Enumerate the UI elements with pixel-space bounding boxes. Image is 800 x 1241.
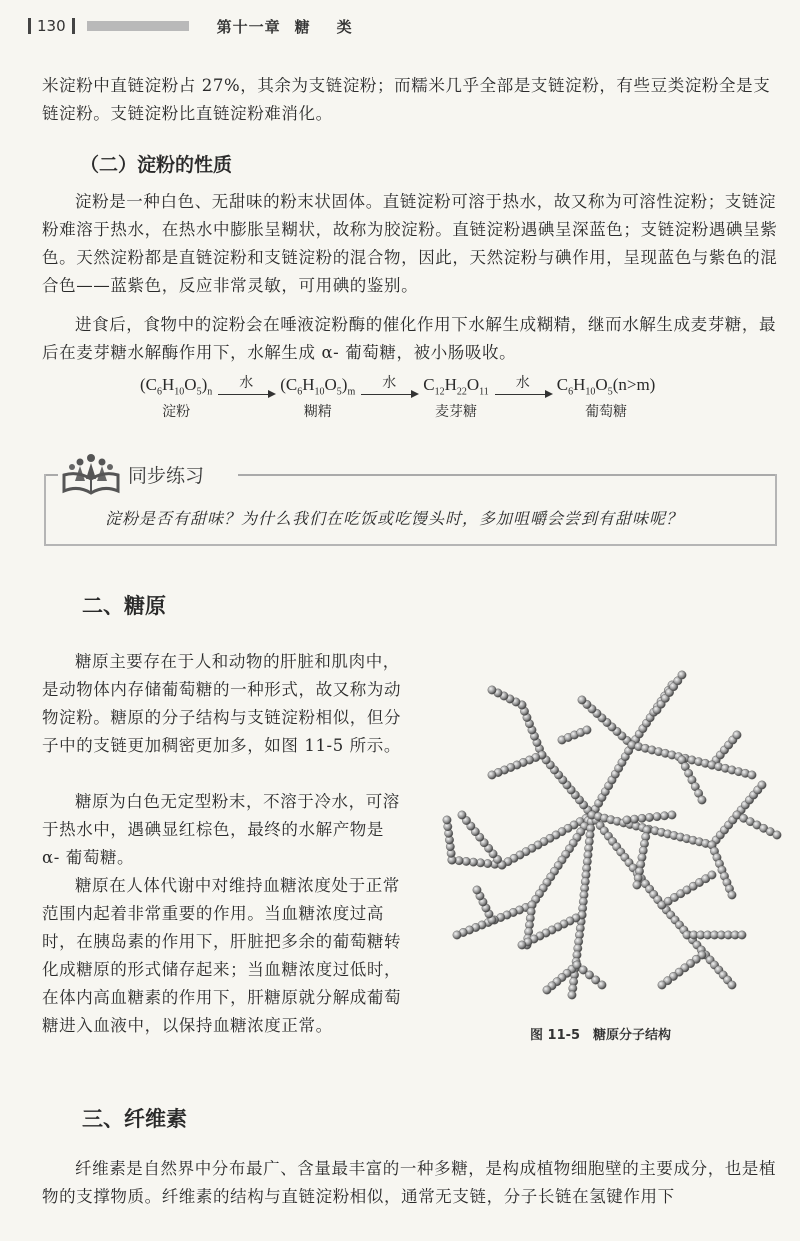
reaction-arrow-icon: 水	[359, 372, 419, 395]
header-gray-rule	[87, 21, 189, 31]
equation-item	[557, 375, 656, 421]
chapter-title-1: 糖	[294, 17, 311, 36]
equation-item	[140, 375, 212, 421]
paragraph-starch-digestion: 进食后，食物中的淀粉会在唾液淀粉酶的催化作用下水解生成糊精，继而水解生成麦芽糖，最后在麦芽糖水解酶作用下，水解生成 α- 葡萄糖，被小肠吸收。	[42, 315, 777, 362]
subsection-heading-starch-properties: （二）淀粉的性质	[80, 154, 233, 176]
equation-item	[280, 375, 355, 421]
glycogen-structure-figure	[432, 645, 782, 1035]
header-bar-left	[28, 18, 31, 34]
compound-label: 葡萄糖	[585, 405, 628, 420]
compound-label: 淀粉	[162, 405, 191, 420]
equation-item	[423, 375, 489, 421]
hydrolysis-equation	[140, 372, 680, 427]
chapter-number: 第十一章	[216, 17, 281, 36]
paragraph-cellulose: 纤维素是自然界中分布最广、含量最丰富的一种多糖，是构成植物细胞壁的主要成分，也是植物的支撑物质。纤维素的结构与直链淀粉相似，通常无支链，分子长链在氢键作用下	[42, 1159, 777, 1206]
reaction-arrow-icon: 水	[216, 372, 276, 395]
chemical-formula: $(C_6H_{10}O_5)_n$	[140, 374, 213, 397]
book-people-icon	[60, 453, 122, 495]
compound-label: 糊精	[303, 405, 332, 420]
compound-label: 麦芽糖	[435, 405, 478, 420]
practice-title-text: 同步练习	[128, 464, 205, 487]
paragraph-glycogen-location: 糖原主要存在于人和动物的肝脏和肌肉中，是动物体内存储葡萄糖的一种形式，故又称为动物淀粉。糖原的分子结构与支链淀粉相似，但分子中的支链更加稠密更加多，如图 11-5 所示。	[42, 652, 402, 755]
page-number: 130	[37, 17, 66, 35]
practice-title	[60, 453, 204, 495]
chemical-formula: $C_6H_{10}O_5(n>m)$	[556, 374, 656, 397]
chapter-title-2: 类	[336, 17, 353, 36]
chemical-formula: $(C_6H_{10}O_5)_m$	[280, 374, 356, 397]
paragraph-starch-composition: 米淀粉中直链淀粉占 27%，其余为支链淀粉；而糯米几乎全部是支链淀粉，有些豆类淀粉全是支链淀粉。支链淀粉比直链淀粉难消化。	[42, 76, 771, 123]
practice-question: 淀粉是否有甜味？为什么我们在吃饭或吃馒头时，多加咀嚼会尝到有甜味呢？	[105, 509, 684, 528]
reaction-arrow-icon: 水	[493, 372, 553, 395]
chemical-formula: $C_{12}H_{22}O_{11}$	[423, 374, 489, 397]
section-heading-cellulose: 三、纤维素	[82, 1106, 187, 1131]
paragraph-starch-properties: 淀粉是一种白色、无甜味的粉末状固体。直链淀粉可溶于热水，故又称为可溶性淀粉；支链淀粉难溶于热水，在热水中膨胀呈糊状，故称为胶淀粉。直链淀粉遇碘呈深蓝色；支链淀粉遇碘呈紫色。天然淀粉都是直链淀粉和支链淀粉的混合物，因此，天然淀粉与碘作用，呈现蓝色与紫色的混合色——蓝紫色，反应非常灵敏，可用碘的鉴别。	[42, 192, 778, 295]
paragraph-glycogen-metabolism: 糖原在人体代谢中对维持血糖浓度处于正常范围内起着非常重要的作用。当血糖浓度过高时，在胰岛素的作用下，肝脏把多余的葡萄糖转化成糖原的形式储存起来；当血糖浓度过低时，在体内高血糖素的作用下，肝糖原就分解成葡萄糖进入血液中，以保持血糖浓度正常。	[42, 876, 402, 1035]
paragraph-glycogen-properties: 糖原为白色无定型粉末，不溶于冷水，可溶于热水中，遇碘显红棕色，最终的水解产物是 α- 葡萄糖。	[42, 792, 400, 867]
page-header	[28, 14, 353, 38]
figure-caption: 图 11-5 糖原分子结构	[530, 1028, 672, 1043]
section-heading-glycogen: 二、糖原	[82, 593, 166, 618]
header-bar-right	[72, 18, 75, 34]
